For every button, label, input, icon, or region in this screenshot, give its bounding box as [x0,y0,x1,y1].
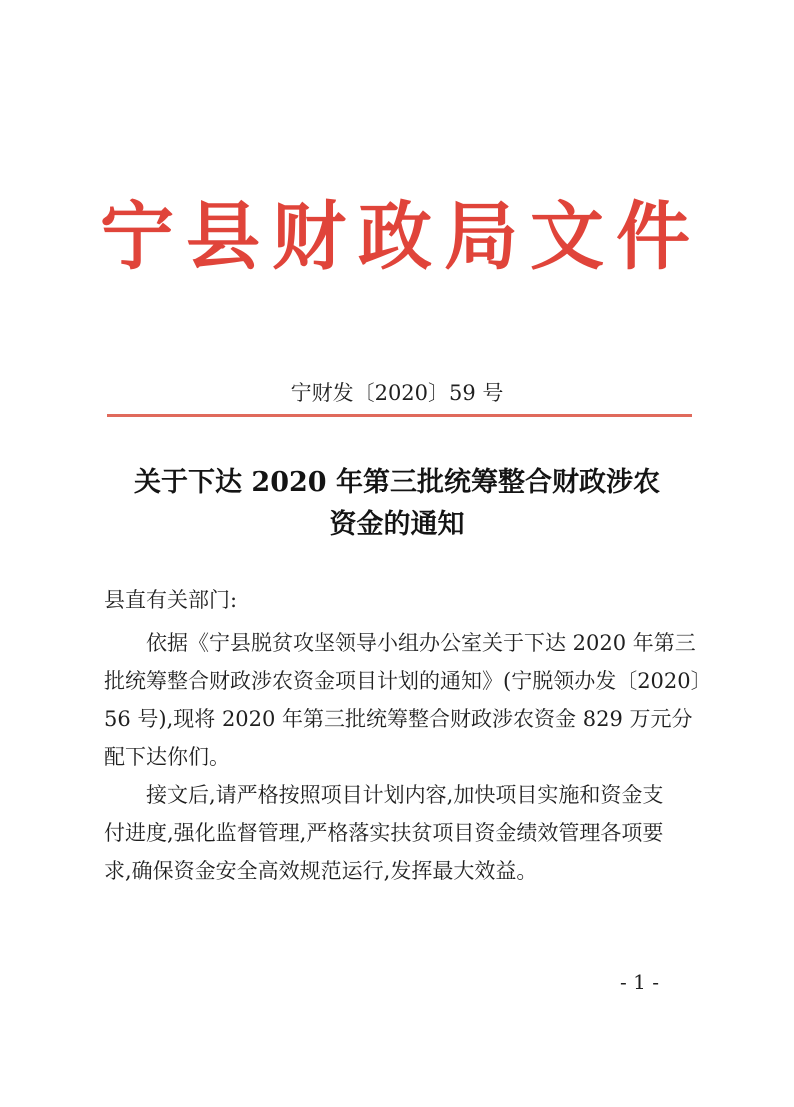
notice-title-line-2: 资金的通知 [329,509,465,540]
addressee: 县直有关部门: [104,588,238,612]
notice-title-line-1: 关于下达 2020 年第三批统筹整合财政涉农 [134,467,660,498]
paragraph-line: 付进度,强化监督管理,严格落实扶贫项目资金绩效管理各项要 [104,821,664,845]
paragraph-line: 批统筹整合财政涉农资金项目计划的通知》(宁脱领办发〔2020〕 [104,669,712,693]
body-paragraph-1 [104,624,712,776]
paragraph-line: 56 号),现将 2020 年第三批统筹整合财政涉农资金 829 万元分 [104,707,693,731]
paragraph-line: 依据《宁县脱贫攻坚领导小组办公室关于下达 2020 年第三 [146,631,696,655]
paragraph-line: 求,确保资金安全高效规范运行,发挥最大效益。 [104,859,538,883]
paragraph-line: 配下达你们。 [104,745,230,769]
document-number: 宁财发〔2020〕59 号 [290,381,504,405]
body-paragraph-2 [104,776,694,890]
masthead-title: 宁县财政局文件 [100,194,702,280]
paragraph-line: 接文后,请严格按照项目计划内容,加快项目实施和资金支 [146,783,664,807]
notice-title [80,462,714,546]
page-number: - 1 - [620,970,659,994]
red-divider-line [107,414,692,417]
